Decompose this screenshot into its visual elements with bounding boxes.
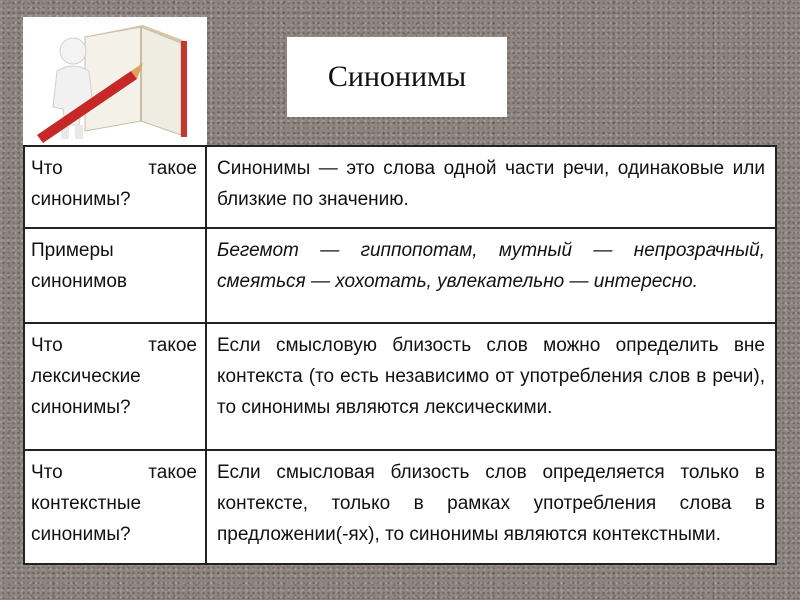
page-title: Синонимы: [327, 60, 467, 93]
table-cell-answer: Если смысловая близость слов определяется только в контексте, только в рамках употребления слова в предложении(-ях), то синонимы являются контекстными.: [206, 450, 776, 564]
table-cell-question: Что такое синонимы?: [24, 146, 206, 228]
title-box: [287, 37, 507, 117]
table-cell-question: Примеры синонимов: [24, 228, 206, 323]
table-cell-answer: Если смысловую близость слов можно определить вне контекста (то есть независимо от употребления слов в речи), то синонимы являются лексическими.: [206, 323, 776, 450]
book-illustration: [23, 17, 207, 145]
synonyms-table: [23, 145, 777, 565]
table-cell-question: Что такое контекстные синонимы?: [24, 450, 206, 564]
book-person-icon: [23, 17, 207, 145]
table-cell-answer: Синонимы — это слова одной части речи, одинаковые или близкие по значению.: [206, 146, 776, 228]
table-cell-question: Что такое лексические синонимы?: [24, 323, 206, 450]
table-cell-answer: Бегемот — гиппопотам, мутный — непрозрачный, смеяться — хохотать, увлекательно — интересно.: [206, 228, 776, 323]
